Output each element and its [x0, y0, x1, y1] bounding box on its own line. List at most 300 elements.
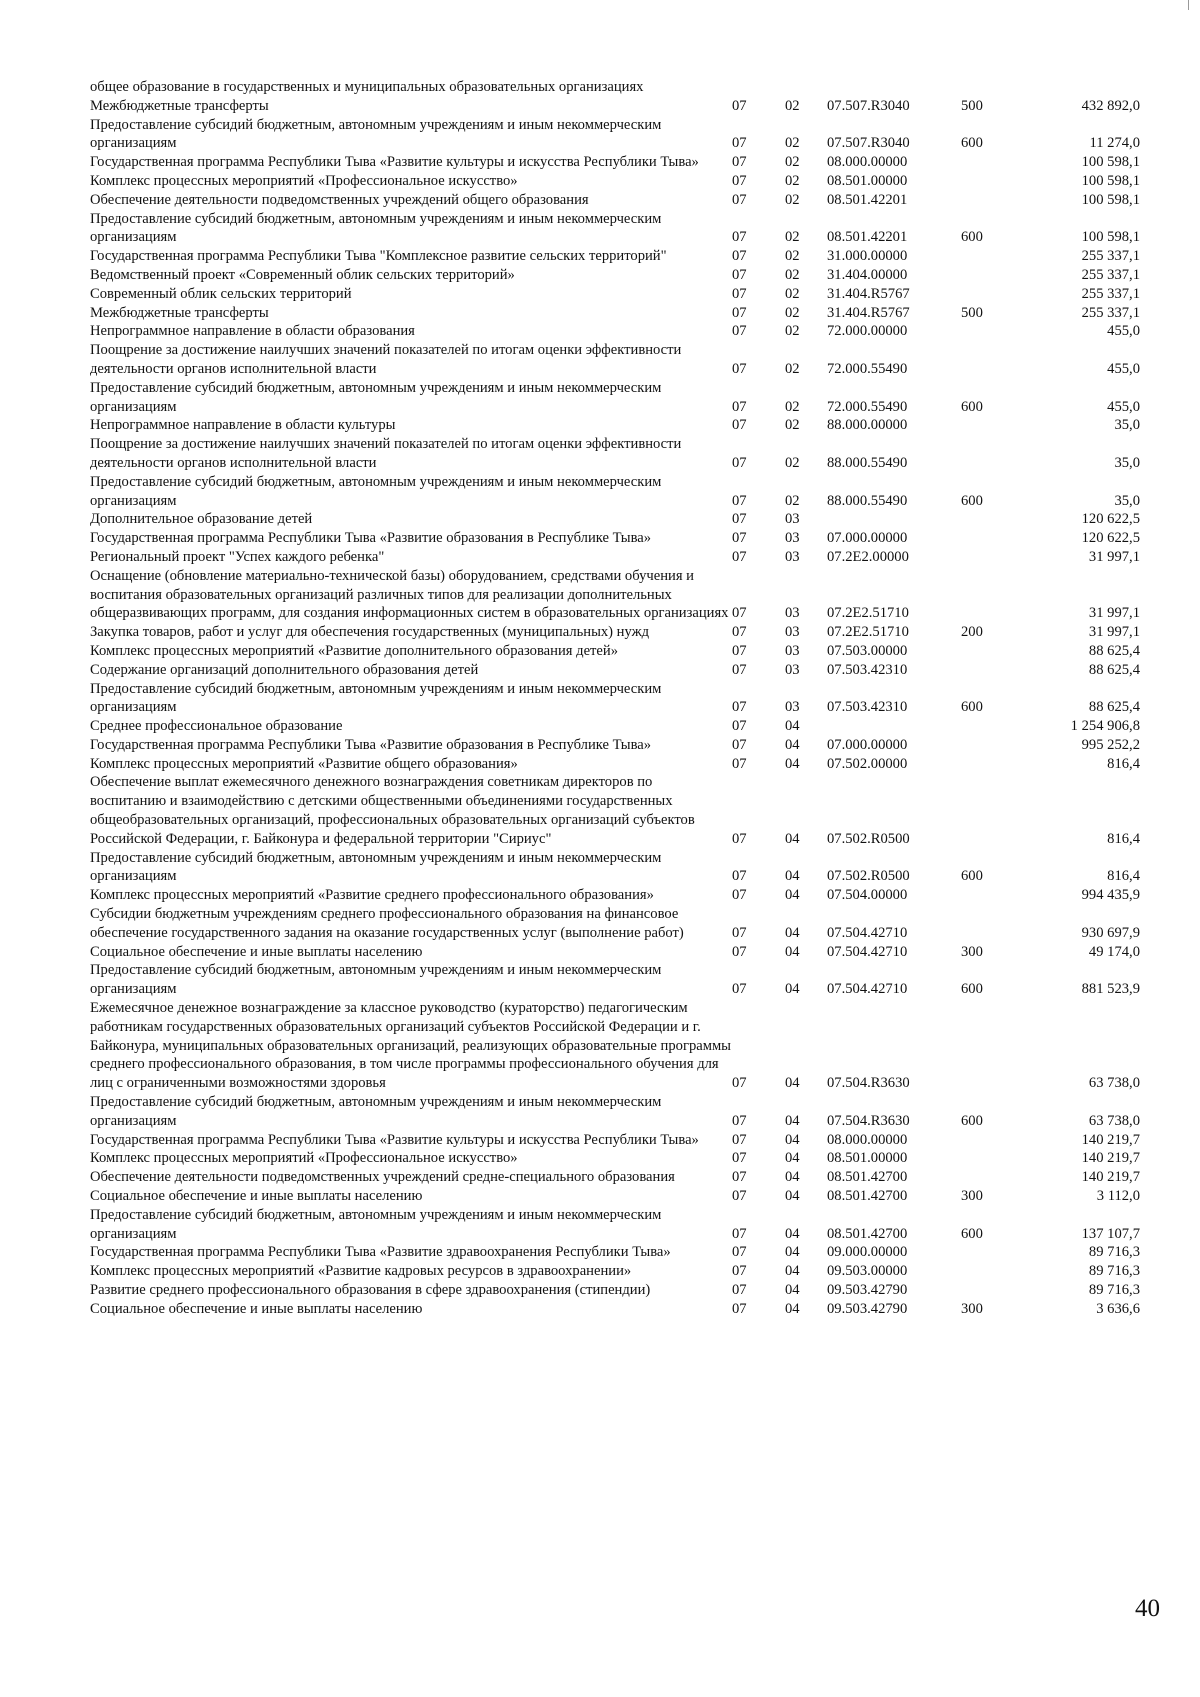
- row-section-code: 07: [732, 736, 747, 753]
- row-amount: 816,4: [1107, 755, 1140, 772]
- row-amount: 255 337,1: [1081, 266, 1140, 283]
- table-row: [90, 1131, 1140, 1150]
- row-section-code: 07: [732, 172, 747, 189]
- row-expense-type: [961, 1149, 1027, 1168]
- row-target-article: 07.504.42710: [827, 924, 908, 941]
- row-name: общее образование в государственных и муниципальных образовательных организациях: [90, 79, 644, 95]
- row-expense-type: 200: [961, 624, 983, 641]
- row-name: Предоставление субсидий бюджетным, автономным учреждениям и иным некоммерческим организациям: [90, 116, 662, 152]
- row-subsection-code: 04: [785, 1112, 800, 1129]
- row-amount: 63 738,0: [1088, 1075, 1140, 1092]
- row-section-code: 07: [732, 981, 747, 998]
- table-row: [90, 642, 1140, 661]
- row-section-code: 07: [732, 530, 747, 547]
- row-target-article: 31.000.00000: [827, 248, 908, 265]
- row-subsection-code: 04: [785, 718, 800, 735]
- row-target-article: 09.503.00000: [827, 1263, 908, 1280]
- row-name: Субсидии бюджетным учреждениям среднего профессионального образования на финансовое обеспечение государственного задания на оказание государственных услуг (выполнение работ): [90, 906, 684, 941]
- row-target-article: 72.000.55490: [827, 398, 908, 415]
- row-expense-type: 500: [961, 97, 983, 114]
- row-expense-type: [961, 1243, 1027, 1262]
- row-name: Государственная программа Республики Тыва «Развитие образования в Республике Тыва»: [90, 530, 652, 547]
- row-section-code: 07: [732, 924, 747, 941]
- row-expense-type: 600: [961, 699, 983, 716]
- row-amount: 816,4: [1107, 868, 1140, 885]
- row-amount: 88 625,4: [1088, 661, 1140, 678]
- row-name: Региональный проект "Успех каждого ребенка": [90, 548, 385, 565]
- row-subsection-code: 04: [785, 736, 800, 753]
- row-subsection-code: 02: [785, 135, 800, 152]
- row-subsection-code: 04: [785, 1282, 800, 1298]
- row-amount: 455,0: [1107, 398, 1140, 415]
- table-row: [90, 1206, 1140, 1244]
- row-expense-type: 600: [961, 229, 983, 246]
- row-target-article: 07.504.00000: [827, 887, 908, 904]
- row-expense-type: [961, 341, 1027, 379]
- row-subsection-code: 03: [785, 699, 800, 716]
- row-target-article: 07.503.00000: [827, 642, 908, 659]
- row-section-code: 07: [732, 417, 747, 434]
- row-subsection-code: 04: [785, 830, 800, 847]
- row-amount: 137 107,7: [1081, 1225, 1140, 1242]
- row-name: Непрограммное направление в области образования: [90, 323, 415, 340]
- row-section-code: 07: [732, 285, 747, 302]
- row-amount: 35,0: [1114, 454, 1140, 471]
- row-section-code: 07: [732, 642, 747, 659]
- row-section-code: 07: [732, 1169, 747, 1186]
- row-name: Ежемесячное денежное вознаграждение за классное руководство (кураторство) педагогическим работникам государственных образовательных организаций субъектов Российской Федерации и г. Байконура, муниципальных образовательных организаций, реализующих образовательные программы среднего профессионального образования, в том числе программы профессионального обучения для лиц с ограниченными возможностями здоровья: [90, 1000, 731, 1092]
- row-name: Содержание организаций дополнительного образования детей: [90, 661, 479, 678]
- row-section-code: 07: [732, 1075, 747, 1092]
- row-target-article: 08.501.42201: [827, 191, 908, 208]
- row-subsection-code: 02: [785, 248, 800, 265]
- row-subsection-code: 03: [785, 530, 800, 547]
- row-name: Поощрение за достижение наилучших значений показателей по итогам оценки эффективности деятельности органов исполнительной власти: [90, 436, 682, 471]
- row-target-article: 07.503.42310: [827, 699, 908, 716]
- table-row: [90, 1093, 1140, 1131]
- row-amount: 995 252,2: [1081, 736, 1140, 753]
- row-expense-type: [961, 661, 1027, 680]
- row-subsection-code: 02: [785, 360, 800, 377]
- row-subsection-code: 02: [785, 266, 800, 283]
- row-amount: 88 625,4: [1088, 699, 1140, 716]
- table-row: [90, 1300, 1140, 1319]
- row-name: Межбюджетные трансферты: [90, 97, 269, 114]
- row-name: Предоставление субсидий бюджетным, автономным учреждениям и иным некоммерческим организациям: [90, 680, 662, 716]
- table-row: [90, 1187, 1140, 1206]
- row-section-code: 07: [732, 492, 747, 509]
- row-name: Предоставление субсидий бюджетным, автономным учреждениям и иным некоммерческим организациям: [90, 1206, 662, 1242]
- row-target-article: 72.000.55490: [827, 360, 908, 377]
- row-name: Предоставление субсидий бюджетным, автономным учреждениям и иным некоммерческим организациям: [90, 210, 662, 246]
- row-target-article: 31.404.00000: [827, 266, 908, 283]
- row-expense-type: [961, 266, 1027, 285]
- row-section-code: 07: [732, 830, 747, 847]
- row-section-code: 07: [732, 97, 747, 114]
- row-expense-type: 600: [961, 1225, 983, 1242]
- table-row: [90, 97, 1140, 116]
- table-row: [90, 416, 1140, 435]
- table-row: [90, 529, 1140, 548]
- row-name: Межбюджетные трансферты: [90, 304, 269, 321]
- row-expense-type: 300: [961, 943, 983, 960]
- row-section-code: 07: [732, 1244, 747, 1261]
- row-name: Современный облик сельских территорий: [90, 285, 352, 302]
- budget-table-body: [90, 78, 1140, 1319]
- row-section-code: 07: [732, 229, 747, 246]
- row-expense-type: 300: [961, 1188, 983, 1205]
- row-expense-type: 600: [961, 492, 983, 509]
- table-row: [90, 717, 1140, 736]
- row-section-code: 07: [732, 360, 747, 377]
- row-amount: 100 598,1: [1081, 229, 1140, 246]
- row-target-article: 09.000.00000: [827, 1244, 908, 1261]
- row-expense-type: [961, 755, 1027, 774]
- row-target-article: 07.504.42710: [827, 943, 908, 960]
- row-target-article: [827, 717, 961, 736]
- row-target-article: 08.000.00000: [827, 154, 908, 171]
- row-amount: 49 174,0: [1088, 943, 1140, 960]
- row-section-code: 07: [732, 699, 747, 716]
- row-amount: 930 697,9: [1081, 924, 1140, 941]
- table-row: [90, 661, 1140, 680]
- row-expense-type: [961, 717, 1027, 736]
- row-target-article: 09.503.42790: [827, 1282, 908, 1298]
- row-subsection-code: 02: [785, 229, 800, 246]
- row-amount: 31 997,1: [1088, 605, 1140, 622]
- row-subsection-code: 04: [785, 1225, 800, 1242]
- row-target-article: 07.507.R3040: [827, 135, 910, 152]
- row-expense-type: 600: [961, 868, 983, 885]
- row-subsection-code: 04: [785, 1150, 800, 1167]
- table-row: [90, 153, 1140, 172]
- table-row: [90, 341, 1140, 379]
- row-expense-type: 600: [961, 981, 983, 998]
- row-expense-type: [961, 886, 1027, 905]
- row-subsection-code: 02: [785, 417, 800, 434]
- row-subsection-code: 02: [785, 492, 800, 509]
- table-row: [90, 473, 1140, 511]
- row-section-code: 07: [732, 191, 747, 208]
- row-name: Предоставление субсидий бюджетным, автономным учреждениям и иным некоммерческим организациям: [90, 379, 662, 415]
- row-expense-type: [961, 1131, 1027, 1150]
- row-target-article: 31.404.R5767: [827, 285, 910, 302]
- row-amount: 3 112,0: [1096, 1188, 1140, 1205]
- row-amount: 455,0: [1107, 360, 1140, 377]
- row-subsection-code: 03: [785, 605, 800, 622]
- row-amount: 31 997,1: [1088, 624, 1140, 641]
- row-section-code: 07: [732, 266, 747, 283]
- row-section-code: 07: [732, 1225, 747, 1242]
- row-expense-type: 500: [961, 304, 983, 321]
- row-amount: 120 622,5: [1081, 511, 1140, 528]
- row-target-article: 07.2Е2.00000: [827, 548, 909, 565]
- row-name: Предоставление субсидий бюджетным, автономным учреждениям и иным некоммерческим организациям: [90, 1094, 662, 1129]
- row-section-code: 07: [732, 511, 747, 528]
- row-amount: 255 337,1: [1081, 285, 1140, 302]
- row-expense-type: [961, 1262, 1027, 1281]
- row-target-article: 07.502.R0500: [827, 868, 910, 885]
- row-target-article: 07.504.R3630: [827, 1112, 910, 1129]
- row-section-code: 07: [732, 624, 747, 641]
- row-section-code: 07: [732, 887, 747, 904]
- row-expense-type: [961, 773, 1027, 848]
- table-row: [90, 322, 1140, 341]
- row-name: Поощрение за достижение наилучших значений показателей по итогам оценки эффективности деятельности органов исполнительной власти: [90, 342, 682, 377]
- row-expense-type: [961, 285, 1027, 304]
- row-subsection-code: 02: [785, 285, 800, 302]
- table-row: [90, 116, 1140, 154]
- row-target-article: 07.504.42710: [827, 981, 908, 998]
- row-target-article: 07.502.R0500: [827, 830, 910, 847]
- row-section-code: 07: [732, 661, 747, 678]
- table-row: [90, 435, 1140, 473]
- row-target-article: 08.501.42700: [827, 1188, 908, 1205]
- row-target-article: 88.000.55490: [827, 492, 908, 509]
- row-name: Комплекс процессных мероприятий «Профессиональное искусство»: [90, 1150, 518, 1167]
- table-row: [90, 680, 1140, 718]
- row-target-article: 72.000.00000: [827, 323, 908, 340]
- row-section-code: 07: [732, 1263, 747, 1280]
- row-amount: 89 716,3: [1088, 1244, 1140, 1261]
- row-section-code: 07: [732, 454, 747, 471]
- row-amount: 100 598,1: [1081, 154, 1140, 171]
- row-section-code: 07: [732, 248, 747, 265]
- row-amount: 140 219,7: [1081, 1150, 1140, 1167]
- row-amount: 88 625,4: [1088, 642, 1140, 659]
- row-target-article: 09.503.42790: [827, 1300, 908, 1317]
- row-name: Предоставление субсидий бюджетным, автономным учреждениям и иным некоммерческим организациям: [90, 473, 662, 509]
- row-subsection-code: 03: [785, 624, 800, 641]
- row-section-code: 07: [732, 943, 747, 960]
- row-target-article: 07.503.42310: [827, 661, 908, 678]
- row-name: Государственная программа Республики Тыва "Комплексное развитие сельских территорий": [90, 248, 667, 265]
- row-name: Комплекс процессных мероприятий «Развитие кадровых ресурсов в здравоохранении»: [90, 1263, 632, 1280]
- table-row: [90, 1168, 1140, 1187]
- row-name: Государственная программа Республики Тыва «Развитие образования в Республике Тыва»: [90, 736, 652, 753]
- row-target-article: 07.2Е2.51710: [827, 605, 909, 622]
- row-amount: 994 435,9: [1081, 887, 1140, 904]
- row-name: Предоставление субсидий бюджетным, автономным учреждениям и иным некоммерческим организациям: [90, 962, 662, 998]
- row-expense-type: [961, 510, 1027, 529]
- row-name: Государственная программа Республики Тыва «Развитие культуры и искусства Республики Тыва»: [90, 154, 699, 171]
- table-row: [90, 1262, 1140, 1281]
- row-amount: 432 892,0: [1081, 97, 1140, 114]
- row-section-code: 07: [732, 1282, 747, 1298]
- table-row: [90, 905, 1140, 943]
- table-row: [90, 285, 1140, 304]
- row-amount: 35,0: [1114, 492, 1140, 509]
- table-row: [90, 567, 1140, 623]
- row-target-article: 07.2Е2.51710: [827, 624, 909, 641]
- row-amount: 120 622,5: [1081, 530, 1140, 547]
- row-name: Комплекс процессных мероприятий «Развитие дополнительного образования детей»: [90, 642, 619, 659]
- row-name: Непрограммное направление в области культуры: [90, 417, 396, 434]
- row-subsection-code: 02: [785, 97, 800, 114]
- row-name: Обеспечение выплат ежемесячного денежного вознаграждения советникам директоров по воспитанию и взаимодействию с детскими общественными объединениями государственных общеобразовательных организаций, профессиональных образовательных организаций субъектов Российской Федерации, г. Байконура и федеральной территории "Сириус": [90, 774, 695, 847]
- row-subsection-code: 02: [785, 454, 800, 471]
- row-target-article: 31.404.R5767: [827, 304, 910, 321]
- row-amount: 816,4: [1107, 830, 1140, 847]
- row-target-article: 08.000.00000: [827, 1131, 908, 1148]
- row-target-article: 08.501.00000: [827, 1150, 908, 1167]
- row-amount: 63 738,0: [1088, 1112, 1140, 1129]
- row-target-article: 08.501.42700: [827, 1169, 908, 1186]
- table-row: [90, 999, 1140, 1093]
- row-target-article: [827, 78, 961, 97]
- row-name: Социальное обеспечение и иные выплаты населению: [90, 1188, 423, 1205]
- row-expense-type: [961, 548, 1027, 567]
- row-name: Обеспечение деятельности подведомственных учреждений общего образования: [90, 191, 589, 208]
- row-amount: 140 219,7: [1081, 1169, 1140, 1186]
- row-expense-type: 600: [961, 1112, 983, 1129]
- row-name: Социальное обеспечение и иные выплаты населению: [90, 1300, 423, 1317]
- row-subsection-code: 03: [785, 661, 800, 678]
- row-section-code: 07: [732, 398, 747, 415]
- row-target-article: 88.000.55490: [827, 454, 908, 471]
- row-subsection-code: 04: [785, 1188, 800, 1205]
- table-row: [90, 548, 1140, 567]
- row-amount: 35,0: [1114, 417, 1140, 434]
- row-amount: 1 254 906,8: [1070, 718, 1140, 735]
- table-row: [90, 247, 1140, 266]
- row-expense-type: [961, 191, 1027, 210]
- table-row: [90, 773, 1140, 848]
- row-expense-type: 600: [961, 398, 983, 415]
- row-name: Государственная программа Республики Тыва «Развитие здравоохранения Республики Тыва»: [90, 1244, 671, 1261]
- row-amount: 89 716,3: [1088, 1282, 1140, 1298]
- row-subsection-code: 04: [785, 887, 800, 904]
- row-expense-type: 600: [961, 135, 983, 152]
- table-row: [90, 1281, 1140, 1300]
- row-section-code: 07: [732, 304, 747, 321]
- row-section-code: 07: [732, 154, 747, 171]
- row-expense-type: [961, 905, 1027, 943]
- row-section-code: 07: [732, 755, 747, 772]
- row-subsection-code: 04: [785, 1300, 800, 1317]
- row-name: Комплекс процессных мероприятий «Развитие общего образования»: [90, 755, 518, 772]
- row-amount: 89 716,3: [1088, 1263, 1140, 1280]
- row-subsection-code: 04: [785, 1131, 800, 1148]
- table-row: [90, 961, 1140, 999]
- row-expense-type: [961, 999, 1027, 1093]
- row-amount: [1027, 78, 1140, 97]
- row-section-code: [732, 78, 785, 97]
- row-expense-type: [961, 322, 1027, 341]
- row-name: Среднее профессиональное образование: [90, 718, 343, 735]
- budget-table: [90, 78, 1140, 1319]
- row-target-article: 07.502.00000: [827, 755, 908, 772]
- table-row: [90, 736, 1140, 755]
- row-subsection-code: 04: [785, 1075, 800, 1092]
- row-expense-type: [961, 736, 1027, 755]
- table-row: [90, 849, 1140, 887]
- row-expense-type: [961, 1168, 1027, 1187]
- scan-edge-mark: [1188, 0, 1189, 10]
- table-row: [90, 379, 1140, 417]
- row-subsection-code: 02: [785, 323, 800, 340]
- row-name: Предоставление субсидий бюджетным, автономным учреждениям и иным некоммерческим организациям: [90, 849, 662, 885]
- row-subsection-code: [785, 78, 827, 97]
- row-section-code: 07: [732, 548, 747, 565]
- row-subsection-code: 04: [785, 924, 800, 941]
- row-subsection-code: 04: [785, 943, 800, 960]
- table-row: [90, 943, 1140, 962]
- row-subsection-code: 03: [785, 511, 800, 528]
- row-subsection-code: 04: [785, 755, 800, 772]
- table-row: [90, 172, 1140, 191]
- row-section-code: 07: [732, 718, 747, 735]
- row-name: Оснащение (обновление материально-технической базы) оборудованием, средствами обучения и воспитания образовательных организаций различных типов для реализации дополнительных общеразвивающих программ, для создания информационных систем в образовательных организациях: [90, 567, 729, 622]
- table-row: [90, 78, 1140, 97]
- row-amount: 11 274,0: [1089, 135, 1140, 152]
- row-subsection-code: 04: [785, 1263, 800, 1280]
- table-row: [90, 210, 1140, 248]
- table-row: [90, 191, 1140, 210]
- row-subsection-code: 04: [785, 1169, 800, 1186]
- row-amount: 100 598,1: [1081, 172, 1140, 189]
- row-subsection-code: 02: [785, 172, 800, 189]
- row-section-code: 07: [732, 1188, 747, 1205]
- row-amount: 881 523,9: [1081, 981, 1140, 998]
- row-name: Ведомственный проект «Современный облик сельских территорий»: [90, 266, 515, 283]
- row-amount: 255 337,1: [1081, 248, 1140, 265]
- row-section-code: 07: [732, 1300, 747, 1317]
- row-amount: 255 337,1: [1081, 304, 1140, 321]
- row-subsection-code: 02: [785, 398, 800, 415]
- row-expense-type: [961, 435, 1027, 473]
- row-section-code: 07: [732, 323, 747, 340]
- row-section-code: 07: [732, 1131, 747, 1148]
- row-expense-type: [961, 529, 1027, 548]
- row-subsection-code: 04: [785, 868, 800, 885]
- row-target-article: 07.000.00000: [827, 530, 908, 547]
- row-section-code: 07: [732, 868, 747, 885]
- table-row: [90, 510, 1140, 529]
- row-section-code: 07: [732, 1150, 747, 1167]
- row-expense-type: [961, 567, 1027, 623]
- row-expense-type: [961, 1281, 1027, 1300]
- row-name: Комплекс процессных мероприятий «Развитие среднего профессионального образования»: [90, 887, 654, 904]
- row-subsection-code: 02: [785, 154, 800, 171]
- row-amount: 100 598,1: [1081, 191, 1140, 208]
- row-subsection-code: 04: [785, 1244, 800, 1261]
- row-target-article: 08.501.42700: [827, 1225, 908, 1242]
- row-expense-type: 300: [961, 1300, 983, 1317]
- row-expense-type: [961, 247, 1027, 266]
- row-subsection-code: 02: [785, 191, 800, 208]
- row-section-code: 07: [732, 605, 747, 622]
- row-target-article: [827, 510, 961, 529]
- row-amount: 3 636,6: [1096, 1300, 1140, 1317]
- row-name: Социальное обеспечение и иные выплаты населению: [90, 943, 423, 960]
- table-row: [90, 623, 1140, 642]
- row-amount: 140 219,7: [1081, 1131, 1140, 1148]
- row-name: Обеспечение деятельности подведомственных учреждений средне-специального образования: [90, 1169, 675, 1186]
- table-row: [90, 1149, 1140, 1168]
- row-amount: 31 997,1: [1088, 548, 1140, 565]
- row-expense-type: [961, 642, 1027, 661]
- row-name: Развитие среднего профессионального образования в сфере здравоохранения (стипендии): [90, 1282, 651, 1298]
- row-section-code: 07: [732, 135, 747, 152]
- row-subsection-code: 03: [785, 642, 800, 659]
- row-expense-type: [961, 78, 1027, 97]
- row-name: Комплекс процессных мероприятий «Профессиональное искусство»: [90, 172, 518, 189]
- row-name: Дополнительное образование детей: [90, 511, 313, 528]
- row-target-article: 88.000.00000: [827, 417, 908, 434]
- row-subsection-code: 04: [785, 981, 800, 998]
- row-target-article: 08.501.00000: [827, 172, 908, 189]
